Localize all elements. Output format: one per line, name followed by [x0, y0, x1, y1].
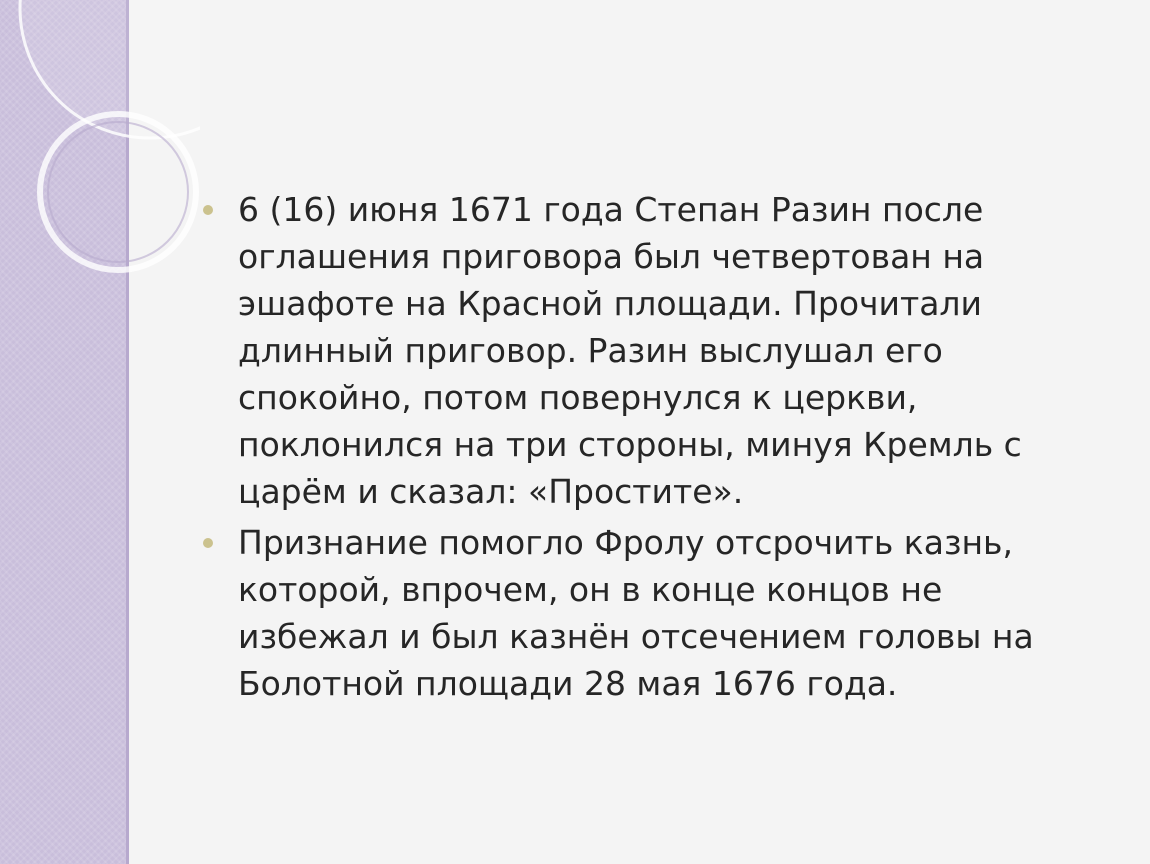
decor-circle-small: [40, 114, 196, 270]
bullet-line: царём и сказал: «Простите».: [238, 472, 744, 511]
bullet-item-2: [200, 519, 1100, 707]
bullet-line: спокойно, потом повернулся к церкви,: [238, 378, 918, 417]
decorative-circles: [0, 0, 200, 300]
bullet-line: Болотной площади 28 мая 1676 года.: [238, 664, 898, 703]
bullet-line: 6 (16) июня 1671 года Степан Разин после: [238, 190, 984, 229]
bullet-line: эшафоте на Красной площади. Прочитали: [238, 284, 982, 323]
bullet-dot-icon: [203, 538, 213, 548]
bullet-line: Признание помогло Фролу отсрочить казнь,: [238, 523, 1014, 562]
bullet-item-1: [200, 186, 1100, 515]
bullet-line: длинный приговор. Разин выслушал его: [238, 331, 943, 370]
slide-content: [200, 186, 1100, 711]
bullet-dot-icon: [203, 205, 213, 215]
decor-circle-small-inner: [48, 122, 188, 262]
bullet-line: поклонился на три стороны, минуя Кремль с: [238, 425, 1022, 464]
bullet-line: которой, впрочем, он в конце концов не: [238, 570, 943, 609]
bullet-line: оглашения приговора был четвертован на: [238, 237, 985, 276]
bullet-line: избежал и был казнён отсечением головы на: [238, 617, 1034, 656]
